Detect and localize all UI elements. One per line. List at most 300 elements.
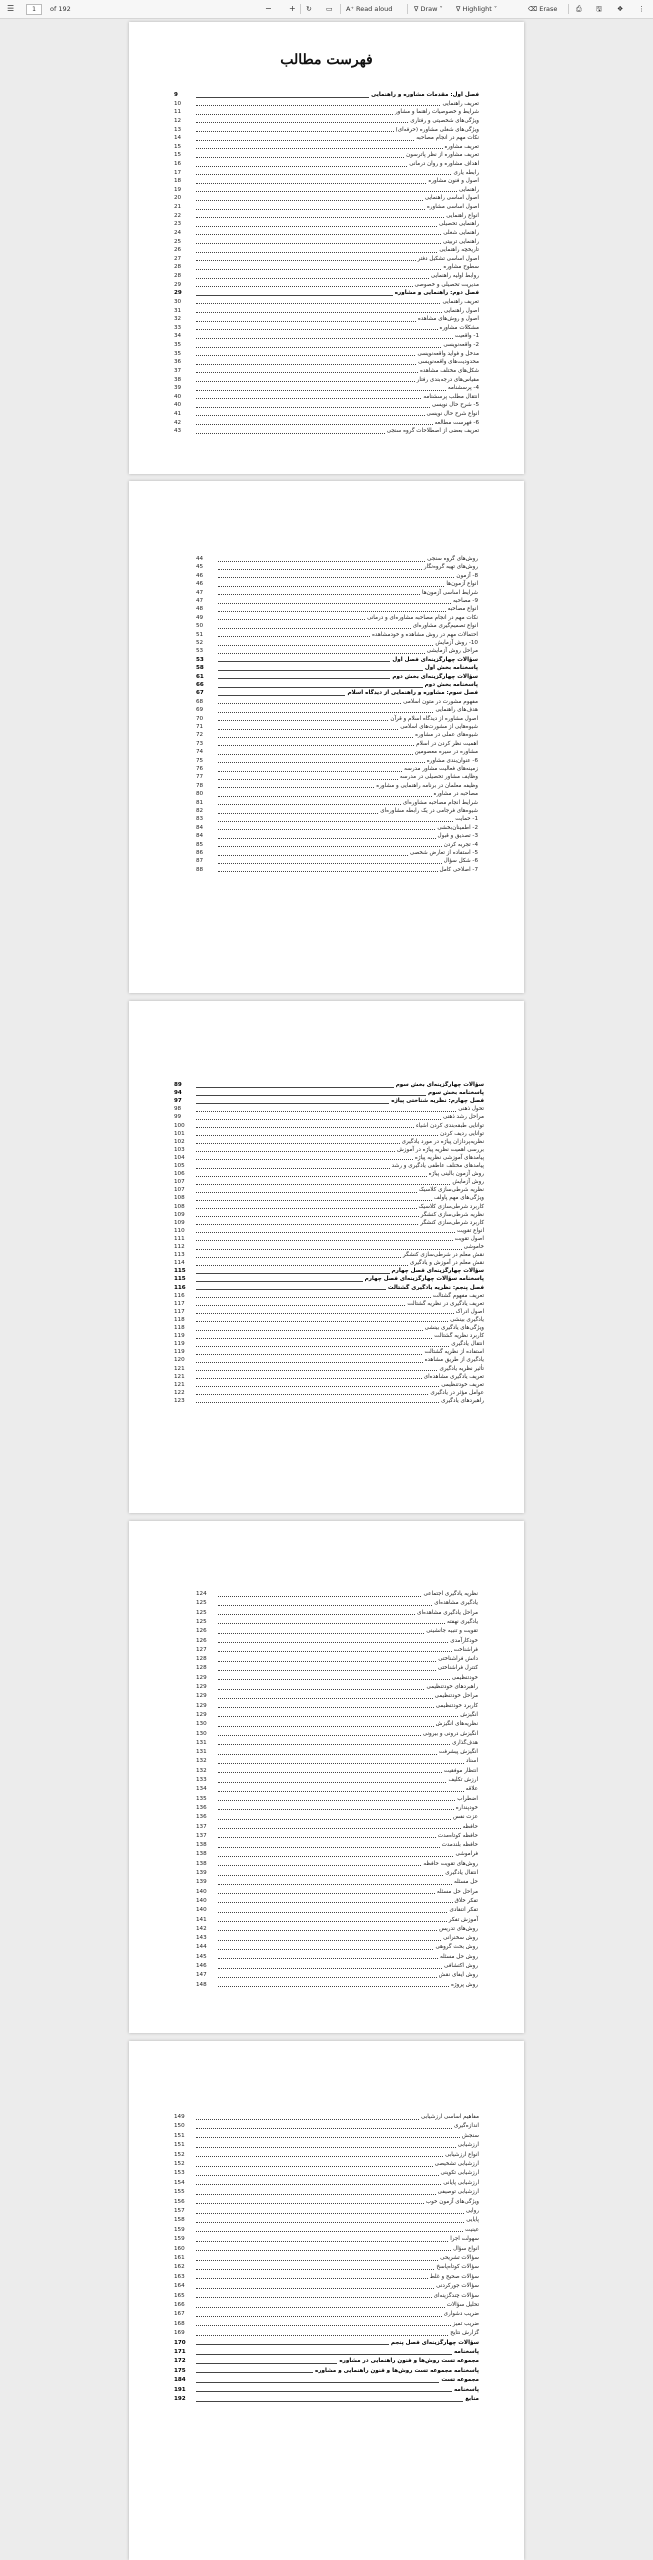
toc-leader-dots [196, 1087, 394, 1088]
toc-page-number: 103 [174, 1146, 185, 1153]
toc-entry [174, 376, 479, 384]
toc-leader-dots [196, 1394, 428, 1395]
toc-entry [174, 1397, 484, 1405]
toc-page-number: 159 [174, 2236, 185, 2243]
toc-page-number: 139 [196, 1870, 207, 1876]
toc-leader-dots [196, 1402, 439, 1403]
toc-entry-title: عینیت [465, 2226, 479, 2233]
toc-entry-title: پاسخنامه [454, 2349, 479, 2355]
fit-page-icon[interactable]: ▭ [326, 5, 333, 13]
toc-entry-title: سؤالات چهارگزینه‌ای فصل پنجم [390, 2339, 479, 2346]
toc-entry-title: تعریف مشاوره از نظر پاترسون [406, 152, 479, 159]
toc-page-number: 21 [174, 204, 182, 211]
toc-leader-dots [218, 787, 374, 788]
toc-page-number: 98 [174, 1106, 182, 1113]
toc-entry-title: انواع ارزشیابی [445, 2151, 479, 2158]
toc-entry [196, 1925, 478, 1933]
toc-entry-title: علاقه [465, 1786, 478, 1793]
toc-page-number: 82 [196, 808, 204, 814]
toc-entry [174, 220, 479, 228]
toc-leader-dots [196, 1232, 455, 1233]
toc-entry-title: حافظه بلندمدت [441, 1842, 478, 1849]
print-icon[interactable]: ⎙ [576, 5, 582, 13]
toc-page-number: 120 [174, 1357, 185, 1364]
toc-entry-title: یادگیری نهفته [447, 1618, 478, 1625]
toc-entry [174, 1275, 484, 1283]
toc-entry-title: یادگیری مشاهده‌ای [434, 1600, 478, 1607]
toc-entry [196, 807, 478, 815]
toc-leader-dots [218, 1912, 447, 1913]
toc-entry [174, 1267, 484, 1275]
toc-page-number: 132 [196, 1758, 207, 1765]
toc-entry [174, 1203, 484, 1211]
toc-leader-dots [196, 1127, 414, 1128]
toc-leader-dots [196, 2222, 464, 2223]
toc-leader-dots [218, 561, 425, 562]
toc-leader-dots [196, 1119, 441, 1120]
toc-entry-title: خاموشی [463, 1244, 484, 1250]
toc-entry [174, 2151, 479, 2159]
toc-leader-dots [196, 2147, 456, 2148]
toc-entry-title: روش بحث گروهی [435, 1944, 478, 1951]
toc-entry-title: تعریف راهنمایی [442, 100, 479, 107]
pdf-page-4 [129, 1521, 524, 2033]
toc-entry [196, 1971, 478, 1979]
toc-page-number: 166 [174, 2302, 185, 2308]
toc-entry [174, 1194, 484, 1202]
pdf-page-1 [129, 22, 524, 474]
toc-page-number: 84 [196, 824, 204, 831]
toc-entry [174, 2395, 479, 2403]
toc-leader-dots [218, 661, 390, 662]
toc-entry-title: هدف‌گذاری [452, 1739, 478, 1746]
toc-entry [196, 1888, 478, 1896]
more-options-icon[interactable]: ⋮ [638, 5, 645, 13]
toc-entry [174, 91, 479, 99]
toc-entry-title: تحلیل سؤالات [446, 2302, 479, 2308]
toc-entry-title: اسناد [465, 1758, 478, 1765]
toc-entry [196, 1916, 478, 1924]
toc-entry-title: انواع راهنمایی [446, 212, 479, 219]
toc-leader-dots [196, 1321, 448, 1322]
toc-entry-title: ضریب دشواری [443, 2311, 479, 2318]
toc-leader-dots [218, 1865, 421, 1866]
toc-page-number: 35 [174, 342, 182, 348]
toc-entry [174, 108, 479, 116]
toc-leader-dots [196, 252, 437, 253]
toc-entry [174, 1373, 484, 1381]
toc-entry [174, 2245, 479, 2253]
toc-entry-title: ارزش تکلیف [448, 1777, 478, 1783]
read-aloud-button[interactable] [346, 0, 392, 18]
toc-entry [196, 706, 478, 714]
toc-leader-dots [196, 114, 393, 115]
toc-entry [196, 731, 478, 739]
erase-button[interactable] [528, 0, 557, 18]
toc-page-number: 78 [196, 782, 204, 789]
toc-leader-dots [196, 2250, 451, 2251]
toc-entry-title: 6- عنوان‌بندی مشاوره [426, 757, 478, 764]
sidebar-toggle-icon[interactable]: ☰ [7, 4, 15, 13]
toc-page-number: 40 [174, 402, 182, 409]
toc-page-number: 137 [196, 1832, 207, 1839]
toc-entry-title: پاسخنامه [454, 2386, 479, 2393]
toc-page-number: 100 [174, 1122, 185, 1129]
toc-entry-title: گزارش نتایج [450, 2330, 479, 2337]
toc-leader-dots [196, 2269, 434, 2270]
toc-page-number: 184 [174, 2377, 186, 2384]
toc-entry [174, 126, 479, 134]
toc-entry [174, 315, 479, 323]
toc-leader-dots [218, 771, 402, 772]
toc-entry-title: 1- واقعیت [454, 333, 479, 340]
toc-entry-title: اهداف مشاوره و روان درمانی [409, 161, 479, 167]
toc-entry-title: 7- اصلاحی کامل [439, 866, 478, 873]
toc-leader-dots [196, 148, 443, 149]
toc-entry-title: سنجش [461, 2132, 479, 2139]
toc-entry-title: خودکارآمدی [450, 1637, 478, 1644]
toc-entry-title: هدف‌های راهنمایی [435, 707, 478, 714]
toc-entry-title: ارزشیابی توصیفی [437, 2189, 479, 2196]
toc-page-number: 22 [174, 212, 182, 219]
toc-page-number: 172 [174, 2358, 186, 2365]
toc-page-number: 87 [196, 858, 204, 865]
toc-leader-dots [218, 829, 435, 830]
toc-leader-dots [218, 1679, 450, 1680]
toc-entry [174, 169, 479, 177]
toc-entry [174, 2339, 479, 2347]
toc-page-number: 108 [174, 1203, 185, 1210]
toc-page-number: 25 [174, 238, 182, 245]
toc-page-number: 154 [174, 2179, 185, 2186]
toc-leader-dots [196, 415, 425, 416]
toc-entry [174, 324, 479, 332]
toc-entry [196, 1943, 478, 1951]
pdf-viewer-toolbar [0, 0, 653, 19]
toc-page-number: 163 [174, 2273, 185, 2280]
toc-page-number: 38 [174, 376, 182, 383]
toc-leader-dots [196, 157, 404, 158]
toc-entry-title: بررسی اهمیت نظریه پیاژه در آموزش [396, 1146, 484, 1153]
toc-entry [174, 2254, 479, 2262]
toc-page-number: 20 [174, 195, 182, 202]
toc-entry [196, 757, 478, 765]
toc-page-number: 149 [174, 2114, 185, 2120]
toc-page-number: 114 [174, 1260, 185, 1267]
toc-entry-title: ویژگی‌های شخصیتی و رفتاری [410, 117, 479, 124]
toc-page-number: 137 [196, 1823, 207, 1830]
toc-leader-dots [218, 1893, 435, 1894]
toc-entry [174, 1227, 484, 1235]
toc-entry-title: عوامل مؤثر در یادگیری [430, 1389, 484, 1396]
toc-page-number: 27 [174, 255, 182, 262]
toc-entry-title: سؤالات تشریحی [440, 2255, 479, 2261]
toc-page-number: 117 [174, 1308, 185, 1315]
toc-entry-title: انگیزش درونی و بیرونی [422, 1730, 478, 1737]
toc-entry-title: شیوه‌های عملی در مشاوره [415, 732, 478, 739]
toc-leader-dots [218, 1977, 437, 1978]
toc-entry-title: ارزشیابی تکوینی [440, 2170, 479, 2177]
toc-page-number: 28 [174, 273, 182, 279]
page-number-input[interactable]: 1 [26, 4, 42, 15]
toc-entry-title: رابطه یاری [453, 169, 479, 176]
toc-page-number: 175 [174, 2367, 186, 2374]
toc-entry-title: تاریخچه راهنمایی [439, 247, 479, 254]
toc-leader-dots [196, 424, 433, 425]
toc-page-number: 116 [174, 1284, 186, 1291]
toc-leader-dots [196, 2184, 441, 2185]
toc-entry-title: اصول راهنمایی [443, 307, 479, 314]
rotate-icon[interactable]: ↻ [306, 5, 312, 13]
toc-entry [174, 100, 479, 108]
toc-page-number: 28 [174, 264, 182, 271]
pin-icon[interactable]: ❖ [617, 5, 624, 13]
erase-label: Erase [539, 5, 558, 13]
toc-entry-title: توانایی طبقه‌بندی کردن اشیاء [416, 1122, 484, 1129]
toc-page-number: 117 [174, 1300, 185, 1307]
toc-entry [196, 1609, 478, 1617]
toc-entry [196, 1776, 478, 1784]
toc-leader-dots [196, 105, 440, 106]
toc-page-number: 162 [174, 2264, 185, 2271]
toc-leader-dots [218, 611, 446, 612]
toc-entry-title: مدخل و فواید واقعه‌نویسی [417, 350, 479, 357]
toc-page-number: 152 [174, 2161, 185, 2167]
toc-page-number: 168 [174, 2320, 185, 2327]
toc-entry [196, 857, 478, 865]
toc-page-number: 121 [174, 1365, 185, 1372]
toc-entry-title: آموزش تفکر [448, 1916, 478, 1923]
toc-leader-dots [196, 2241, 448, 2242]
toc-page-number: 33 [174, 324, 182, 331]
toc-leader-dots [196, 1338, 432, 1339]
toc-entry-title: ارزشیابی پایانی [443, 2179, 479, 2186]
toc-leader-dots [218, 1670, 436, 1671]
toc-entry [174, 1316, 484, 1324]
toc-leader-dots [218, 1716, 458, 1717]
toc-page-number: 97 [174, 1098, 182, 1105]
toc-leader-dots [196, 2156, 443, 2157]
toc-entry [174, 1251, 484, 1259]
toc-entry [196, 555, 478, 563]
toc-leader-dots [196, 2175, 439, 2176]
toc-leader-dots [196, 226, 437, 227]
toc-page-number: 14 [174, 135, 182, 142]
toc-page-number: 52 [196, 640, 204, 646]
toc-page-number: 71 [196, 724, 204, 730]
toc-entry-title: روش آزمون بالینی پیاژه [428, 1171, 484, 1178]
toc-entry-title: اصول و فنون مشاوره [428, 178, 479, 185]
toc-page-number: 32 [174, 316, 182, 323]
toc-leader-dots [218, 1605, 432, 1606]
toc-entry [196, 656, 478, 664]
toc-entry [196, 773, 478, 781]
toc-entry-title: شرایط و خصوصیات راهنما و مشاور [394, 109, 479, 116]
toc-entry-title: انواع تقویت [457, 1227, 484, 1234]
toc-entry [174, 272, 479, 280]
toc-entry [196, 589, 478, 597]
toc-leader-dots [218, 1614, 415, 1615]
zoom-in-icon[interactable]: + [289, 4, 296, 13]
toc-entry-title: انتقال مطلب پرسشنامه [423, 393, 479, 400]
toc-entry-title: کاربرد شرطی‌سازی کلاسیک [418, 1203, 484, 1210]
toc-entry-title: ویژگی‌های شغلی مشاوره (حرفه‌ای) [395, 126, 479, 133]
toc-leader-dots [196, 2372, 313, 2373]
toc-leader-dots [196, 2288, 434, 2289]
toc-entry [196, 614, 478, 622]
toc-leader-dots [218, 619, 365, 620]
toc-entry [174, 393, 479, 401]
toc-entry [174, 2329, 479, 2337]
toc-page-number: 26 [174, 247, 182, 254]
toc-entry [174, 1332, 484, 1340]
toc-leader-dots [196, 2344, 389, 2345]
highlight-icon: ∇ [456, 5, 461, 13]
toc-entry [174, 1219, 484, 1227]
toc-entry [196, 765, 478, 773]
toc-page-number: 150 [174, 2123, 185, 2130]
toc-page-number: 147 [196, 1972, 207, 1979]
toc-entry-title: روش آزمایش [452, 1179, 484, 1186]
toc-leader-dots [196, 2382, 439, 2383]
toc-page-number: 84 [196, 833, 204, 840]
toc-leader-dots [196, 131, 394, 132]
toc-entry-title: نظریه شرطی‌سازی کنشگر [420, 1211, 484, 1218]
toc-entry-title: تعریف بعضی از اصطلاحات گروه سنجی [386, 428, 479, 435]
toc-leader-dots [218, 1735, 421, 1736]
toc-entry-title: تعریف یادگیری مشاهده‌ای [423, 1373, 484, 1380]
toc-leader-dots [218, 737, 413, 738]
toc-entry-title: 10- روش آزمایش [435, 640, 478, 646]
toc-entry [174, 1162, 484, 1170]
toc-entry [174, 151, 479, 159]
toc-page-number: 12 [174, 117, 182, 124]
toc-leader-dots [218, 729, 398, 730]
draw-button[interactable]: ∇ Draw ˅ [414, 5, 443, 13]
save-icon[interactable]: 🖫 [596, 5, 602, 13]
toc-entry-title: توانایی ردیف کردن [440, 1130, 484, 1137]
toc-page-number: 43 [174, 428, 182, 435]
toc-entry-title: سؤالات صحیح و غلط [429, 2273, 479, 2280]
toc-page-number: 15 [174, 143, 182, 150]
toc-page-number: 110 [174, 1227, 185, 1234]
toc-leader-dots [196, 1313, 454, 1314]
toc-entry [196, 1962, 478, 1970]
toc-page-number: 129 [196, 1674, 207, 1681]
toc-entry [174, 2226, 479, 2234]
toc-page-number: 75 [196, 757, 204, 764]
toc-entry-title: 2- اطمینان‌بخشی [437, 824, 478, 831]
toc-leader-dots [218, 695, 345, 696]
toc-entry [174, 1170, 484, 1178]
toc-entry [174, 1365, 484, 1373]
toc-entry [174, 2273, 479, 2281]
toc-page-number: 164 [174, 2283, 185, 2290]
toc-entry [196, 715, 478, 723]
toc-entry-title: فصل اول: مقدمات مشاوره و راهنمایی [371, 92, 479, 98]
toc-entry [196, 1832, 478, 1840]
toc-entry [174, 1348, 484, 1356]
toc-leader-dots [196, 1273, 390, 1274]
toc-entry-title: سؤالات چهارگزینه‌ای فصل اول [392, 656, 478, 663]
toc-entry-title: اهمیت نظر کردن در اسلام [416, 740, 478, 747]
toc-entry [196, 1878, 478, 1886]
toc-entry [196, 1860, 478, 1868]
toc-entry-title: راهنمایی تحصیلی [438, 221, 479, 228]
toc-leader-dots [218, 1707, 434, 1708]
toc-page-number: 34 [174, 333, 182, 340]
toc-page-number: 126 [196, 1628, 207, 1635]
toc-entry [174, 367, 479, 375]
toc-page-number: 102 [174, 1138, 185, 1145]
toc-entry [196, 605, 478, 613]
toc-entry [196, 824, 478, 832]
toc-leader-dots [196, 433, 385, 434]
toc-page-number: 116 [174, 1292, 185, 1299]
toc-leader-dots [196, 2354, 452, 2355]
zoom-out-icon[interactable]: − [265, 4, 272, 13]
toc-page-number: 69 [196, 707, 204, 714]
toc-leader-dots [196, 2137, 460, 2138]
toc-entry [174, 2113, 479, 2121]
toc-page-number: 47 [196, 598, 204, 604]
toc-leader-dots [218, 703, 401, 704]
toc-page-number: 123 [174, 1397, 185, 1404]
toc-page-number: 89 [174, 1082, 182, 1088]
toc-entry-title: کنترل فراشناختی [437, 1665, 478, 1672]
toc-leader-dots [196, 1297, 431, 1298]
toc-page-number: 148 [196, 1981, 207, 1988]
toc-page-number: 146 [196, 1963, 207, 1969]
toc-page-number: 109 [174, 1211, 185, 1218]
toc-leader-dots [196, 1346, 449, 1347]
toc-page-number: 41 [174, 410, 182, 417]
toc-entry [174, 1381, 484, 1389]
toc-entry [196, 698, 478, 706]
toc-leader-dots [196, 217, 444, 218]
toc-entry [196, 799, 478, 807]
toc-leader-dots [196, 1362, 423, 1363]
draw-label: Draw [420, 5, 438, 13]
toc-page-number: 119 [174, 1333, 185, 1340]
toc-entry-title: حافظه کوتاه‌مدت [437, 1832, 478, 1839]
toc-page-number: 129 [196, 1693, 207, 1700]
toc-page-number: 108 [174, 1195, 185, 1202]
toc-entry-title: مجموعه تست روش‌ها و فنون راهنمایی در مشاوره [339, 2358, 479, 2365]
toc-leader-dots [196, 2119, 419, 2120]
toc-entry [174, 1284, 484, 1292]
toc-page-number: 125 [196, 1618, 207, 1625]
toc-leader-dots [218, 1772, 442, 1773]
toc-leader-dots [218, 1726, 434, 1727]
toc-entry-title: انتقال یادگیری [451, 1341, 484, 1348]
toc-page-number: 46 [196, 581, 204, 588]
toc-entry-title: منابع [465, 2396, 479, 2402]
toc-page-number: 145 [196, 1953, 207, 1960]
toc-leader-dots [196, 2203, 424, 2204]
toc-entry-title: اضطراب [457, 1795, 478, 1802]
toc-leader-dots [218, 1744, 450, 1745]
toc-entry-title: روش پروژه [451, 1981, 478, 1988]
toc-entry [196, 1683, 478, 1691]
toc-leader-dots [196, 1370, 437, 1371]
toc-leader-dots [196, 1330, 423, 1331]
toc-entry-title: سؤالات جورکردنی [436, 2283, 479, 2290]
toc-entry-title: زمینه‌های فعالیت مشاور مدرسه [404, 766, 478, 772]
toc-entry [174, 117, 479, 125]
highlight-button[interactable]: ∇ Highlight ˅ [456, 5, 498, 13]
toc-leader-dots [196, 2213, 464, 2214]
